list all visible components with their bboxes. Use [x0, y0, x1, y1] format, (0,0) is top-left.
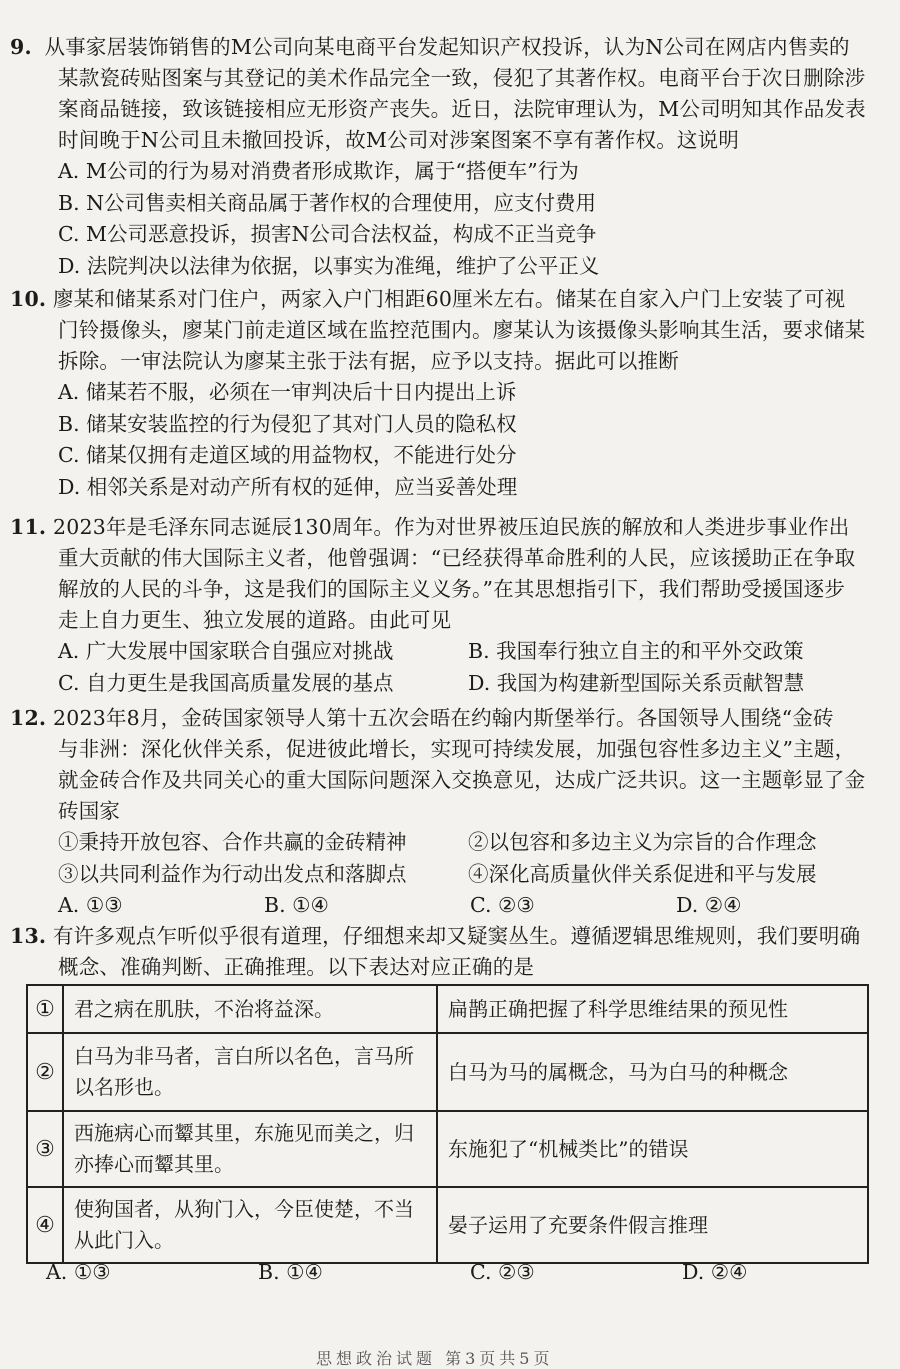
question-number: 13. [10, 924, 47, 948]
row-analysis: 白马为马的属概念，马为白马的种概念 [437, 1033, 868, 1111]
question-12 [10, 703, 882, 922]
stem-line: 案商品链接，致该链接相应无形资产丧失。近日，法院审理认为，M公司明知其作品发表 [58, 97, 866, 121]
question-11-stem [10, 512, 882, 636]
stem-line: 概念、准确判断、正确推理。以下表达对应正确的是 [58, 955, 535, 979]
row-quote: 西施病心而颦其里，东施见而美之，归亦捧心而颦其里。 [63, 1111, 437, 1187]
stem-line: 走上自力更生、独立发展的道路。由此可见 [58, 608, 452, 632]
stem-line: 从事家居装饰销售的M公司向某电商平台发起知识产权投诉，认为N公司在网店内售卖的 [44, 35, 850, 59]
answer-c[interactable]: C. ②③ [470, 1260, 535, 1284]
option-d[interactable]: D. 法院判决以法律为依据，以事实为准绳，维护了公平正义 [58, 253, 600, 278]
row-number: ① [27, 985, 63, 1033]
row-quote: 白马为非马者，言白所以名色，言马所以名形也。 [63, 1033, 437, 1111]
statement-1: ①秉持开放包容、合作共赢的金砖精神 [58, 830, 407, 854]
answer-a[interactable]: A. ①③ [58, 893, 123, 917]
stem-line: 2023年8月，金砖国家领导人第十五次会晤在约翰内斯堡举行。各国领导人围绕“金砖 [52, 706, 834, 730]
stem-line: 某款瓷砖贴图案与其登记的美术作品完全一致，侵犯了其著作权。电商平台于次日删除涉 [58, 66, 866, 90]
statements-row [10, 827, 882, 859]
table-row [27, 1187, 868, 1263]
option-c[interactable]: C. M公司恶意投诉，损害N公司合法权益，构成不正当竞争 [58, 222, 597, 246]
question-12-stem [10, 703, 882, 827]
row-analysis: 东施犯了“机械类比”的错误 [437, 1111, 868, 1187]
question-9-stem [10, 32, 882, 156]
options-row [10, 668, 882, 700]
question-number: 11. [10, 515, 47, 539]
option-d[interactable]: D. 相邻关系是对动产所有权的延伸，应当妥善处理 [58, 474, 518, 499]
answer-d[interactable]: D. ②④ [676, 893, 742, 917]
question-number: 10. [10, 287, 47, 311]
answer-c[interactable]: C. ②③ [470, 893, 535, 917]
statements-row [10, 859, 882, 891]
answer-a[interactable]: A. ①③ [46, 1260, 111, 1284]
stem-line: 与非洲：深化伙伴关系，促进彼此增长，实现可持续发展，加强包容性多边主义”主题， [58, 737, 856, 761]
options-row [10, 636, 882, 668]
question-number: 12. [10, 706, 47, 730]
answer-b[interactable]: B. ①④ [264, 893, 329, 917]
row-analysis: 晏子运用了充要条件假言推理 [437, 1187, 868, 1263]
stem-line: 时间晚于N公司且未撤回投诉，故M公司对涉案图案不享有著作权。这说明 [58, 128, 740, 152]
row-number: ③ [27, 1111, 63, 1187]
question-13 [10, 921, 882, 983]
option-a[interactable]: A. M公司的行为易对消费者形成欺诈，属于“搭便车”行为 [58, 159, 579, 183]
stem-line: 解放的人民的斗争，这是我们的国际主义义务。”在其思想指引下，我们帮助受援国逐步 [58, 577, 846, 601]
option-b[interactable]: B. 我国奉行独立自主的和平外交政策 [468, 639, 804, 663]
statement-2: ②以包容和多边主义为宗旨的合作理念 [468, 830, 817, 854]
answers-row [10, 890, 882, 922]
row-quote: 使狗国者，从狗门入，今臣使楚，不当从此门入。 [63, 1187, 437, 1263]
option-a[interactable]: A. 储某若不服，必须在一审判决后十日内提出上诉 [58, 380, 517, 404]
stem-line: 重大贡献的伟大国际主义者，他曾强调：“已经获得革命胜利的人民，应该援助正在争取 [58, 546, 856, 570]
statement-4: ④深化高质量伙伴关系促进和平与发展 [468, 861, 817, 886]
option-c[interactable]: C. 自力更生是我国高质量发展的基点 [58, 670, 394, 695]
question-11 [10, 512, 882, 699]
question-13-answers [46, 1256, 894, 1288]
stem-line: 就金砖合作及共同关心的重大国际问题深入交换意见，达成广泛共识。这一主题彰显了金 [58, 768, 866, 792]
question-13-table [26, 984, 869, 1264]
option-b[interactable]: B. N公司售卖相关商品属于著作权的合理使用，应支付费用 [58, 190, 597, 215]
stem-line: 2023年是毛泽东同志诞辰130周年。作为对世界被压迫民族的解放和人类进步事业作出 [52, 515, 850, 539]
row-quote: 君之病在肌肤，不治将益深。 [63, 985, 437, 1033]
stem-line: 廖某和储某系对门住户，两家入户门相距60厘米左右。储某在自家入户门上安装了可视 [52, 287, 846, 311]
stem-line: 门铃摄像头，廖某门前走道区域在监控范围内。廖某认为该摄像头影响其生活，要求储某 [58, 318, 866, 342]
page-footer: 思想政治试题 第3页共5页 [316, 1349, 554, 1368]
option-a[interactable]: A. 广大发展中国家联合自强应对挑战 [58, 639, 394, 663]
answer-b[interactable]: B. ①④ [258, 1260, 323, 1284]
row-number: ④ [27, 1187, 63, 1263]
stem-line: 砖国家 [58, 799, 121, 823]
question-number: 9. [10, 35, 32, 59]
table-row [27, 1111, 868, 1187]
table-row [27, 1033, 868, 1111]
option-b[interactable]: B. 储某安装监控的行为侵犯了其对门人员的隐私权 [58, 411, 517, 436]
stem-line: 有许多观点乍听似乎很有道理，仔细想来却又疑窦丛生。遵循逻辑思维规则，我们要明确 [52, 924, 861, 948]
stem-line: 拆除。一审法院认为廖某主张于法有据，应予以支持。据此可以推断 [58, 349, 679, 373]
table-row [27, 985, 868, 1033]
row-number: ② [27, 1033, 63, 1111]
row-analysis: 扁鹊正确把握了科学思维结果的预见性 [437, 985, 868, 1033]
question-10-stem [10, 284, 882, 377]
question-10 [10, 284, 882, 503]
statement-3: ③以共同利益作为行动出发点和落脚点 [58, 861, 407, 886]
question-9 [10, 32, 882, 282]
option-d[interactable]: D. 我国为构建新型国际关系贡献智慧 [468, 670, 805, 695]
question-13-stem [10, 921, 882, 983]
answer-d[interactable]: D. ②④ [682, 1260, 748, 1284]
option-c[interactable]: C. 储某仅拥有走道区域的用益物权，不能进行处分 [58, 443, 517, 467]
